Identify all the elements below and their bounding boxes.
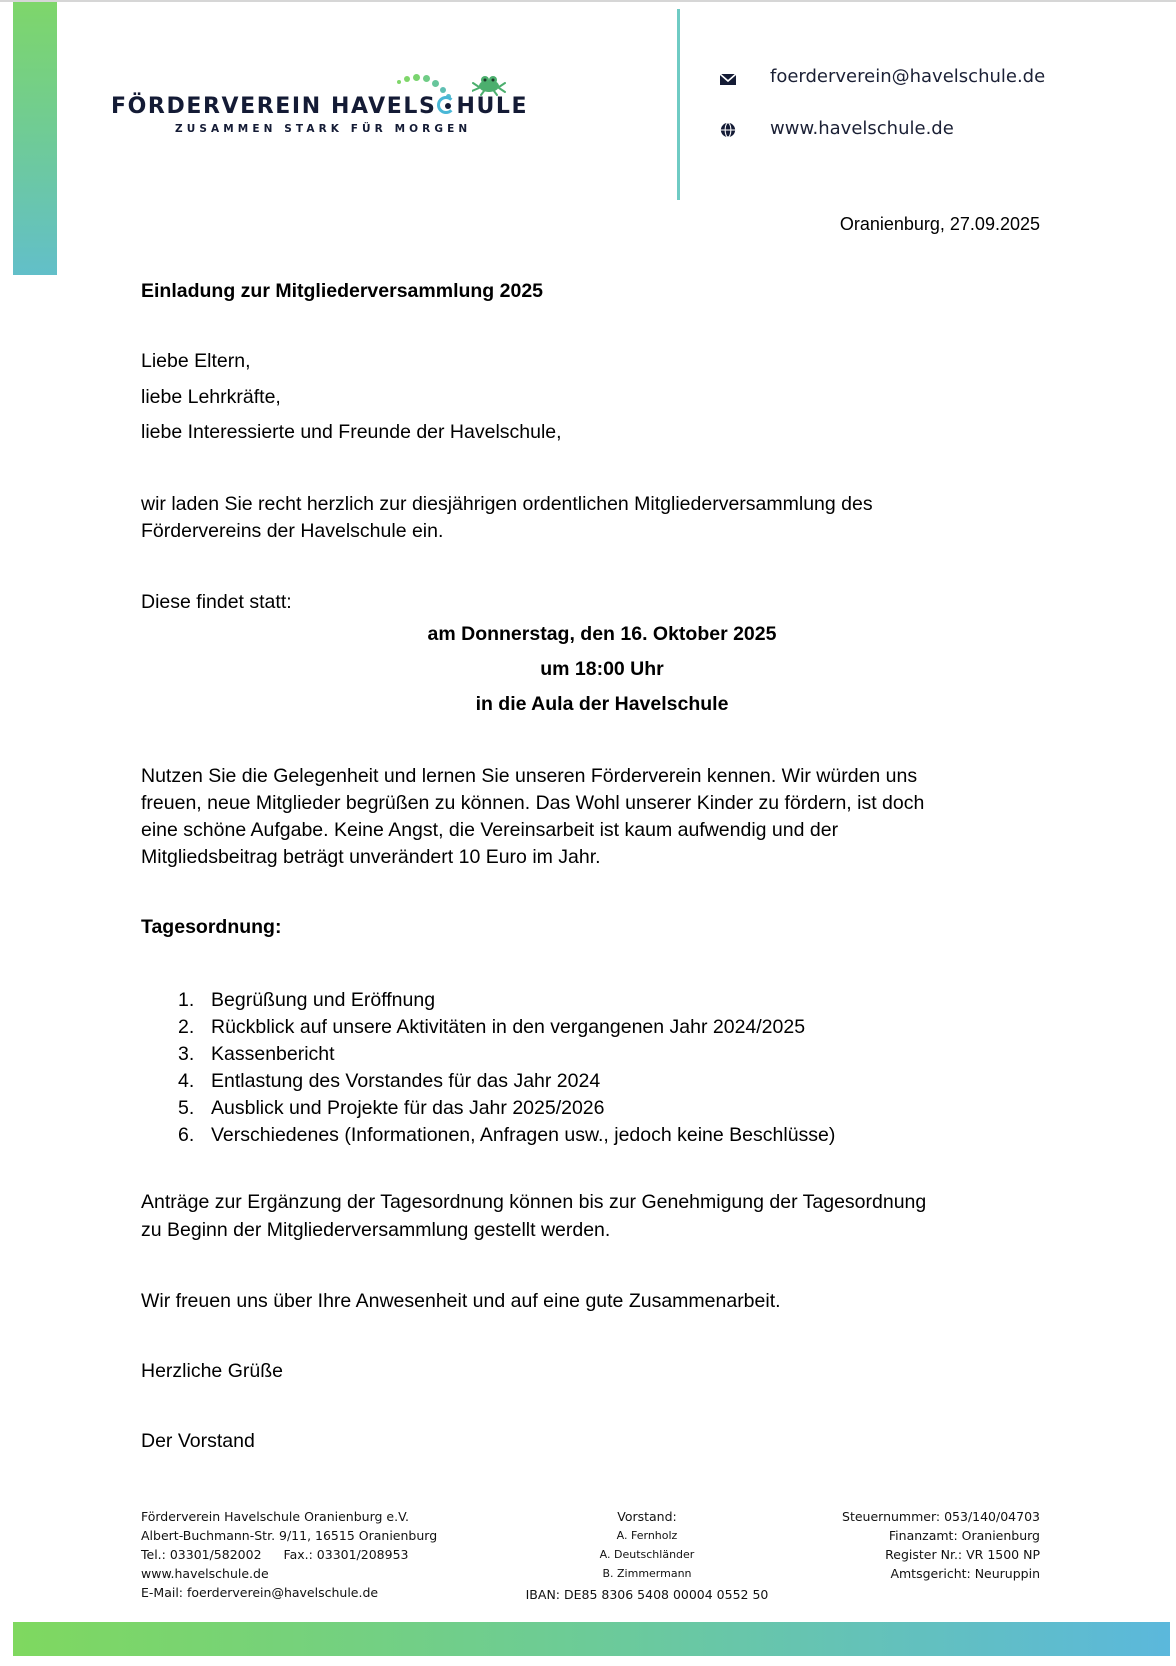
footer-left (141, 1507, 437, 1602)
letter-date: Oranienburg, 27.09.2025 (839, 214, 1040, 234)
intro-line-2: Fördervereins der Havelschule ein. (141, 520, 444, 542)
pitch-line-3: eine schöne Aufgabe. Keine Angst, die Vereinsarbeit ist kaum aufwendig und der (141, 819, 839, 841)
footer-register: Register Nr.: VR 1500 NP (885, 1547, 1040, 1562)
bottom-gradient-bar (13, 1622, 1170, 1656)
footer-address: Albert-Buchmann-Str. 9/11, 16515 Oranienburg (141, 1528, 438, 1543)
logo-c-eye-icon (437, 96, 455, 114)
logo-title-part1: FÖRDERVEREIN HAVELS (111, 94, 437, 119)
agenda-heading: Tagesordnung: (141, 916, 282, 938)
footer-board-member: A. Fernholz (616, 1529, 678, 1542)
footer-phone: Tel.: 03301/582002 (141, 1547, 262, 1562)
agenda-item: 3. Kassenbericht (178, 1043, 335, 1065)
footer-tax-number: Steuernummer: 053/140/04703 (842, 1509, 1040, 1524)
logo-title-part2: HULE (456, 94, 529, 119)
footer-right (842, 1507, 1040, 1583)
logo-tagline: ZUSAMMEN STARK FÜR MORGEN (175, 123, 472, 135)
event-place: in die Aula der Havelschule (475, 693, 729, 715)
left-gradient-bar (13, 2, 57, 275)
intro-line-1: wir laden Sie recht herzlich zur diesjährigen ordentlichen Mitgliederversammlung des (141, 493, 873, 515)
greeting: Herzliche Grüße (141, 1360, 283, 1382)
frog-icon (472, 74, 506, 96)
letter-subject: Einladung zur Mitgliederversammlung 2025 (141, 280, 544, 302)
footer-phone-fax (141, 1545, 437, 1564)
agenda-list (178, 987, 835, 1149)
event-intro: Diese findet statt: (141, 591, 292, 613)
globe-icon (719, 122, 737, 138)
agenda-item: 5. Ausblick und Projekte für das Jahr 2025/2026 (178, 1097, 605, 1119)
footer-iban: IBAN: DE85 8306 5408 00004 0552 50 (525, 1587, 769, 1602)
header-divider (677, 9, 680, 200)
closing-line: Wir freuen uns über Ihre Anwesenheit und auf eine gute Zusammenarbeit. (141, 1290, 781, 1312)
footer-tax-office: Finanzamt: Oranienburg (888, 1528, 1040, 1543)
footer-email[interactable]: E-Mail: foerderverein@havelschule.de (141, 1585, 379, 1600)
salutation-3: liebe Interessierte und Freunde der Havelschule, (141, 421, 562, 443)
agenda-item: 2. Rückblick auf unsere Aktivitäten in den vergangenen Jahr 2024/2025 (178, 1016, 806, 1038)
header-website-link[interactable]: www.havelschule.de (770, 118, 954, 139)
footer-org: Förderverein Havelschule Oranienburg e.V. (141, 1509, 409, 1524)
salutation-1: Liebe Eltern, (141, 350, 251, 372)
footer-board-member: A. Deutschländer (599, 1548, 695, 1561)
motions-line-1: Anträge zur Ergänzung der Tagesordnung können bis zur Genehmigung der Tagesordnung (141, 1191, 927, 1213)
salutation-2: liebe Lehrkräfte, (141, 386, 281, 408)
pitch-line-1: Nutzen Sie die Gelegenheit und lernen Sie unseren Förderverein kennen. Wir würden uns (141, 765, 918, 787)
signature: Der Vorstand (141, 1430, 255, 1452)
footer-court: Amtsgericht: Neuruppin (890, 1566, 1040, 1581)
pitch-line-4: Mitgliedsbeitrag beträgt unverändert 10 Euro im Jahr. (141, 846, 601, 868)
page-top-border (0, 0, 1176, 2)
envelope-icon (719, 71, 737, 87)
motions-line-2: zu Beginn der Mitgliederversammlung gestellt werden. (141, 1219, 611, 1241)
footer-fax: Fax.: 03301/208953 (283, 1547, 409, 1562)
footer-web[interactable]: www.havelschule.de (141, 1566, 269, 1581)
pitch-line-2: freuen, neue Mitglieder begrüßen zu können. Das Wohl unserer Kinder zu fördern, ist doch (141, 792, 925, 814)
agenda-item: 4. Entlastung des Vorstandes für das Jahr 2024 (178, 1070, 601, 1092)
event-time: um 18:00 Uhr (540, 658, 664, 680)
footer-center (497, 1507, 797, 1604)
header-email-link[interactable]: foerderverein@havelschule.de (770, 66, 1046, 87)
event-date: am Donnerstag, den 16. Oktober 2025 (427, 623, 777, 645)
agenda-item: 6. Verschiedenes (Informationen, Anfragen usw., jedoch keine Beschlüsse) (178, 1124, 836, 1146)
agenda-item: 1. Begrüßung und Eröffnung (178, 989, 436, 1011)
logo-title (111, 94, 528, 120)
footer-board-member: B. Zimmermann (602, 1567, 692, 1580)
footer-board-heading: Vorstand: (617, 1509, 677, 1524)
